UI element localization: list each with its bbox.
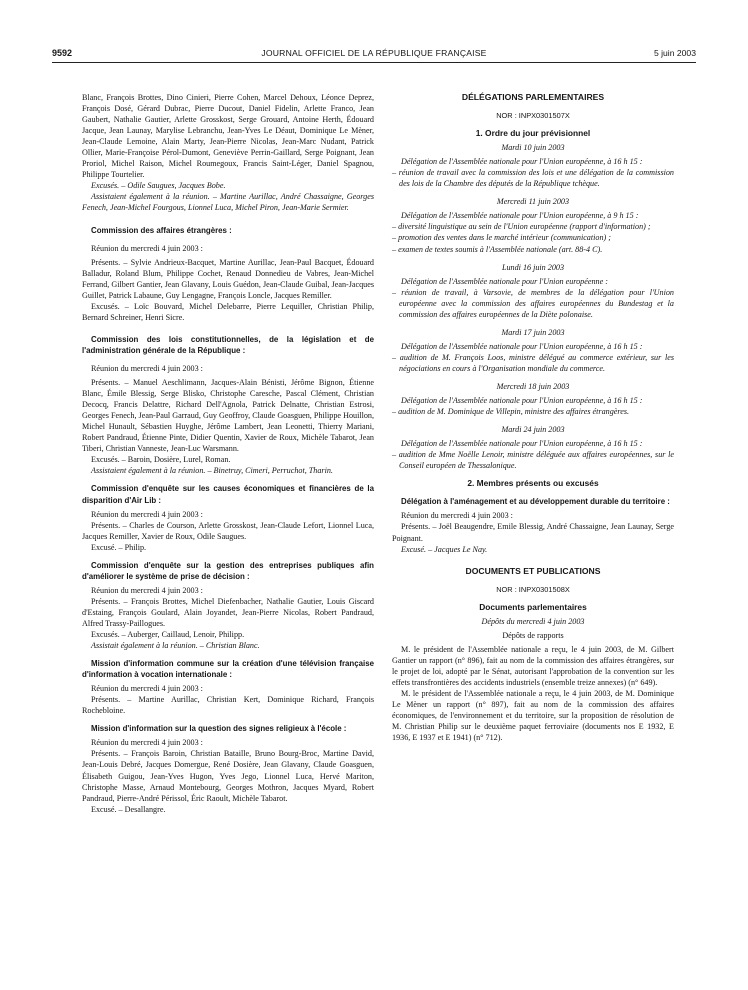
also-present-list: Assistait également à la réunion. – Christian Blanc.	[91, 641, 260, 651]
agenda-date: Lundi 16 juin 2003	[501, 262, 565, 272]
subsection-title: Documents parlementaires	[479, 601, 587, 612]
commission-title: Commission d'enquête sur les causes économiques et financières de la disparition d'Air Lib :	[82, 484, 374, 505]
section-title: DOCUMENTS ET PUBLICATIONS	[465, 565, 601, 576]
agenda-item: – examen de textes soumis à l'Assemblée nationale (art. 88-4 C).	[392, 244, 603, 254]
present-list: Présents. – François Baroin, Christian Bataille, Bruno Bourg-Broc, Martine David, Jean-Louis Debré, Jacques Domergue, René Dosière, Jean Glavany, Claude Goasguen, Élisabeth Guigou, Jean-Yves Hugon, Yves Jego, Lionnel Luca, Hervé Mariton, Christophe Masse, Arnaud Montebourg, Georges Mothron, Jacques Myard, Robert Pandraud, Pierre-André Périssol, Éric Raoult, Michèle Tabarot.	[82, 749, 374, 803]
section-title: DÉLÉGATIONS PARLEMENTAIRES	[461, 92, 605, 102]
agenda-item: – promotion des ventes dans le marché intérieur (communication) ;	[392, 233, 611, 243]
agenda-date: Mardi 24 juin 2003	[501, 425, 565, 435]
journal-title: JOURNAL OFFICIEL DE LA RÉPUBLIQUE FRANÇAISE	[261, 48, 487, 58]
excused-list: Excusés. – Odile Saugues, Jacques Bobe.	[91, 181, 226, 191]
meeting-date: Réunion du mercredi 4 juin 2003 :	[401, 511, 513, 521]
agenda-date: Mercredi 11 juin 2003	[496, 197, 570, 207]
nor-reference: NOR : INPX0301507X	[496, 111, 570, 121]
present-list: Présents. – François Brottes, Michel Diefenbacher, Nathalie Gautier, Louis Giscard d'Estaing, François Goulard, Alain Joyandet, Jean-Pierre Nicolas, Robert Pandraud, Alfred Trassy-Paillogues.	[82, 596, 374, 628]
mission-title: Mission d'information sur la question des signes religieux à l'école :	[91, 724, 347, 734]
agenda-item: – diversité linguistique au sein de l'Union européenne (rapport d'information) ;	[392, 222, 651, 232]
nor-reference: NOR : INPX0301508X	[496, 584, 570, 594]
excused-list: Excusé. – Jacques Le Nay.	[401, 544, 488, 554]
deposit-type: Dépôts de rapports	[502, 630, 564, 640]
present-list: Présents. – Martine Aurillac, Christian Kert, Dominique Richard, François Rochebloine.	[82, 695, 374, 716]
agenda-date: Mardi 17 juin 2003	[501, 327, 565, 337]
meeting-date: Réunion du mercredi 4 juin 2003 :	[91, 363, 203, 373]
meeting-date: Réunion du mercredi 4 juin 2003 :	[91, 243, 203, 253]
delegation-line: Délégation de l'Assemblée nationale pour l'Union européenne, à 9 h 15 :	[401, 211, 639, 221]
mission-title: Mission d'information commune sur la création d'une télévision française d'information à vocation internationale :	[82, 659, 374, 680]
present-list: Présents. – Manuel Aeschlimann, Jacques-Alain Bénisti, Jérôme Bignon, Étienne Blanc, Émile Blessig, Serge Blisko, Christophe Caresche, Pascal Clément, Christian Decocq, Francis Delattre, Richard Dell'Agnola, Patrick Delnatte, Christian Estrosi, Georges Fenech, Jean-Paul Garraud, Guy Geoffroy, Claude Goasguen, Philippe Houillon, Michel Hunault, Sébastien Huyghe, Jérôme Lambert, Jean Leonetti, Thierry Mariani, Robert Pandraud, Étienne Pinte, Didier Quentin, Xavier de Roux, Michèle Tabarot, Jean Tiberi, Christian Vanneste, Jean-Luc Warsmann.	[82, 378, 374, 454]
left-column	[82, 92, 374, 815]
delegation-line: Délégation de l'Assemblée nationale pour l'Union européenne, à 16 h 15 :	[401, 157, 643, 167]
agenda-date: Mercredi 18 juin 2003	[496, 381, 570, 391]
also-present-list: Assistaient également à la réunion. – Martine Aurillac, André Chassaigne, Georges Fenech, Jean-Michel Fourgous, Lionnel Luca, Michel Piron, Jean-Marie Sermier.	[82, 192, 374, 213]
meeting-date: Réunion du mercredi 4 juin 2003 :	[91, 684, 203, 694]
section-heading: 1. Ordre du jour prévisionnel	[475, 128, 591, 139]
agenda-item: – réunion de travail, à Varsovie, de membres de la délégation pour l'Union européenne avec la commission des affaires européennes du Bundestag et la commission des affaires européennes de la Diète polonaise.	[392, 287, 674, 319]
delegation-line: Délégation de l'Assemblée nationale pour l'Union européenne :	[401, 276, 608, 286]
agenda-item: – réunion de travail avec la commission des lois et une délégation de la commission des lois de la Chambre des députés de la République tchèque.	[392, 168, 674, 189]
agenda-item: – audition de M. Dominique de Villepin, ministre des affaires étrangères.	[392, 407, 630, 417]
attendee-list-continued: Blanc, François Brottes, Dino Cinieri, Pierre Cohen, Marcel Dehoux, Léonce Deprez, François Dosé, Gérard Dubrac, Pierre Ducout, Daniel Fidelin, Arlette Franco, Jean Gaubert, Nathalie Gautier, Arlette Grosskost, Serge Grouard, Antoine Herth, Édouard Jacque, Jean Launay, Marylise Lebranchu, Jean-Yves Le Déaut, Dominique Le Mèner, Jean-Claude Lemoine, Alain Marty, Jean-Pierre Nicolas, Jean-Marc Nudant, Patrick Ollier, Marie-Françoise Pérol-Dumont, Geneviève Perrin-Gaillard, Serge Poignant, Jean Proriol, Michel Raison, Michel Roumegoux, Francis Saint-Léger, Daniel Spagnou, Philippe Tourtelier.	[82, 93, 374, 180]
meeting-date: Réunion du mercredi 4 juin 2003 :	[91, 509, 203, 519]
header-rule	[52, 62, 696, 63]
delegation-line: Délégation de l'Assemblée nationale pour l'Union européenne, à 16 h 15 :	[401, 396, 643, 406]
present-list: Présents. – Sylvie Andrieux-Bacquet, Martine Aurillac, Jean-Paul Bacquet, Édouard Balladur, Roland Blum, Philippe Cochet, Renaud Donnedieu de Vabres, Jean-Michel Ferrand, Gilbert Gantier, Jean Glavany, Louis Guédon, Jean-Claude Guibal, Jean-Jacques Guillet, Patrick Labaune, Guy Lengagne, François Loncle, Jacques Remiller.	[82, 257, 374, 300]
report-paragraph: M. le président de l'Assemblée nationale a reçu, le 4 juin 2003, de M. Dominique Le Mèner un rapport (n° 897), fait au nom de la commission des affaires économiques, de l'environnement et du territoire, sur la proposition de résolution de M. Christian Philip sur le deuxième paquet ferroviaire (documents nos E 1932, E 1936, E 1937 et E 1941) (n° 712).	[392, 689, 674, 743]
commission-title: Commission des lois constitutionnelles, de la législation et de l'administration générale de la République :	[82, 334, 374, 355]
section-heading: 2. Membres présents ou excusés	[467, 478, 599, 489]
present-list: Présents. – Charles de Courson, Arlette Grosskost, Jean-Claude Lefort, Lionnel Luca, Jacques Remiller, Xavier de Roux, Odile Saugues.	[82, 520, 374, 541]
excused-list: Excusés. – Loïc Bouvard, Michel Delebarre, Pierre Lequiller, Christian Philip, Bernard Schreiner, Henri Sicre.	[82, 301, 374, 322]
excused-list: Excusé. – Desallangre.	[91, 804, 166, 814]
commission-title: Commission d'enquête sur la gestion des entreprises publiques afin d'améliorer le système de prise de décision :	[82, 560, 374, 581]
excused-list: Excusés. – Baroin, Dosière, Lurel, Roman.	[91, 455, 231, 465]
also-present-list: Assistaient également à la réunion. – Binetruy, Cimeri, Perruchot, Tharin.	[91, 466, 333, 476]
meeting-date: Réunion du mercredi 4 juin 2003 :	[91, 585, 203, 595]
report-paragraph: M. le président de l'Assemblée nationale a reçu, le 4 juin 2003, de M. Gilbert Gantier un rapport (n° 896), fait au nom de la commission des affaires étrangères, sur le projet de loi, adopté par le Sénat, autorisant l'approbation de la convention sur les effets transfrontières des accidents industriels (ensemble treize annexes) (n° 649).	[392, 644, 674, 687]
agenda-date: Mardi 10 juin 2003	[501, 143, 565, 153]
delegation-line: Délégation de l'Assemblée nationale pour l'Union européenne, à 16 h 15 :	[401, 439, 643, 449]
excused-list: Excusé. – Philip.	[91, 542, 147, 552]
excused-list: Excusés. – Auberger, Caillaud, Lenoir, Philipp.	[91, 630, 245, 640]
delegation-line: Délégation de l'Assemblée nationale pour l'Union européenne, à 16 h 15 :	[401, 341, 643, 351]
delegation-title: Délégation à l'aménagement et au développement durable du territoire :	[401, 497, 670, 507]
agenda-item: – audition de M. François Loos, ministre délégué au commerce extérieur, sur les négociations en cours à l'Organisation mondiale du commerce.	[392, 352, 674, 373]
right-column	[392, 92, 674, 743]
commission-title: Commission des affaires étrangères :	[91, 225, 232, 235]
meeting-date: Réunion du mercredi 4 juin 2003 :	[91, 738, 203, 748]
issue-date: 5 juin 2003	[653, 48, 696, 58]
present-list: Présents. – Joël Beaugendre, Emile Blessig, André Chassaigne, Jean Launay, Serge Poignant.	[392, 522, 674, 543]
deposit-date: Dépôts du mercredi 4 juin 2003	[481, 616, 585, 626]
agenda-item: – audition de Mme Noëlle Lenoir, ministre déléguée aux affaires européennes, sur le Conseil européen de Thessalonique.	[392, 450, 674, 471]
page-number: 9592	[52, 48, 73, 58]
